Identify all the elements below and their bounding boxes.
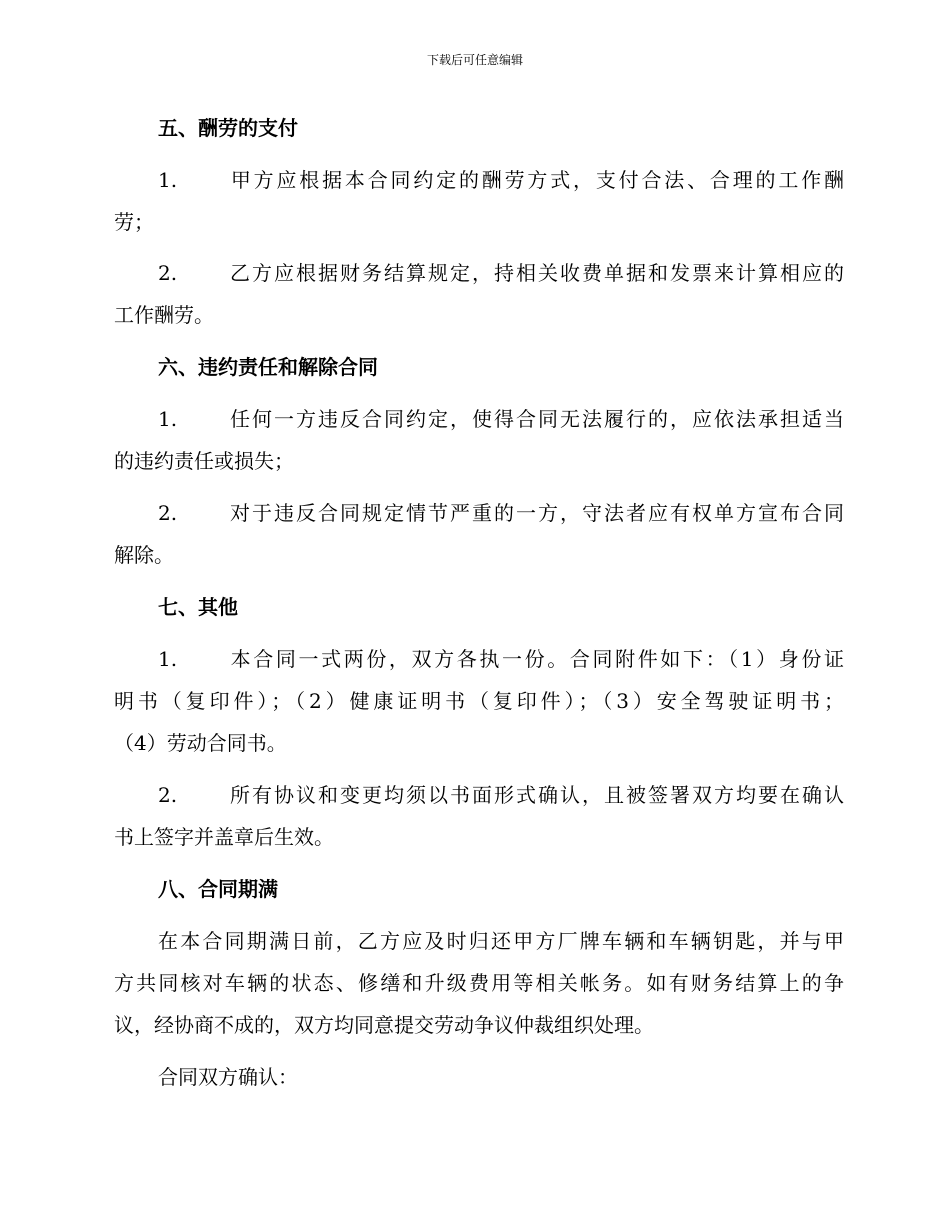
clause-7-1-line2: 明书（复印件）；（2）健康证明书（复印件）；（3）安全驾驶证明书； — [114, 689, 844, 713]
clause-6-2-line1 — [158, 499, 844, 527]
clause-text: 乙方应根据财务结算规定，持相关收费单据和发票来计算相应的 — [228, 261, 844, 285]
clause-number: 1. — [158, 168, 178, 192]
page-header: 下载后可任意编辑 — [426, 53, 523, 67]
clause-6-1-line1 — [158, 405, 844, 433]
clause-5-1-line1 — [158, 166, 844, 194]
section-heading-6: 六、违约责任和解除合同 — [158, 355, 378, 379]
clause-text: 本合同一式两份，双方各执一份。合同附件如下：（1）身份证 — [228, 647, 844, 671]
paragraph-8-line2: 方共同核对车辆的状态、修缮和升级费用等相关帐务。如有财务结算上的争 — [114, 971, 844, 995]
clause-number: 2. — [158, 501, 178, 525]
clause-number: 1. — [158, 407, 178, 431]
section-heading-8: 八、合同期满 — [158, 877, 278, 901]
clause-6-1-line2: 的违约责任或损失； — [114, 449, 294, 473]
clause-7-1-line3: （4）劳动合同书。 — [114, 731, 287, 755]
clause-7-2-line2: 书上签字并盖章后生效。 — [114, 825, 334, 849]
closing-line: 合同双方确认： — [158, 1065, 298, 1089]
clause-5-2-line2: 工作酬劳。 — [114, 303, 214, 327]
clause-7-1-line1 — [158, 645, 844, 673]
clause-number: 2. — [158, 783, 178, 807]
clause-text: 甲方应根据本合同约定的酬劳方式，支付合法、合理的工作酬 — [228, 168, 844, 192]
clause-number: 2. — [158, 261, 178, 285]
clause-text: 所有协议和变更均须以书面形式确认，且被签署双方均要在确认 — [228, 783, 844, 807]
clause-5-1-line2: 劳； — [114, 210, 154, 234]
clause-number: 1. — [158, 647, 178, 671]
clause-text: 任何一方违反合同约定，使得合同无法履行的，应依法承担适当 — [228, 407, 844, 431]
section-heading-7: 七、其他 — [158, 595, 238, 619]
clause-5-2-line1 — [158, 259, 844, 287]
paragraph-8-line3: 议，经协商不成的，双方均同意提交劳动争议仲裁组织处理。 — [114, 1013, 654, 1037]
paragraph-8-line1: 在本合同期满日前，乙方应及时归还甲方厂牌车辆和车辆钥匙，并与甲 — [158, 929, 844, 953]
section-heading-5: 五、酬劳的支付 — [158, 116, 298, 140]
clause-text: 对于违反合同规定情节严重的一方，守法者应有权单方宣布合同 — [228, 501, 844, 525]
clause-6-2-line2: 解除。 — [114, 543, 174, 567]
clause-7-2-line1 — [158, 781, 844, 809]
